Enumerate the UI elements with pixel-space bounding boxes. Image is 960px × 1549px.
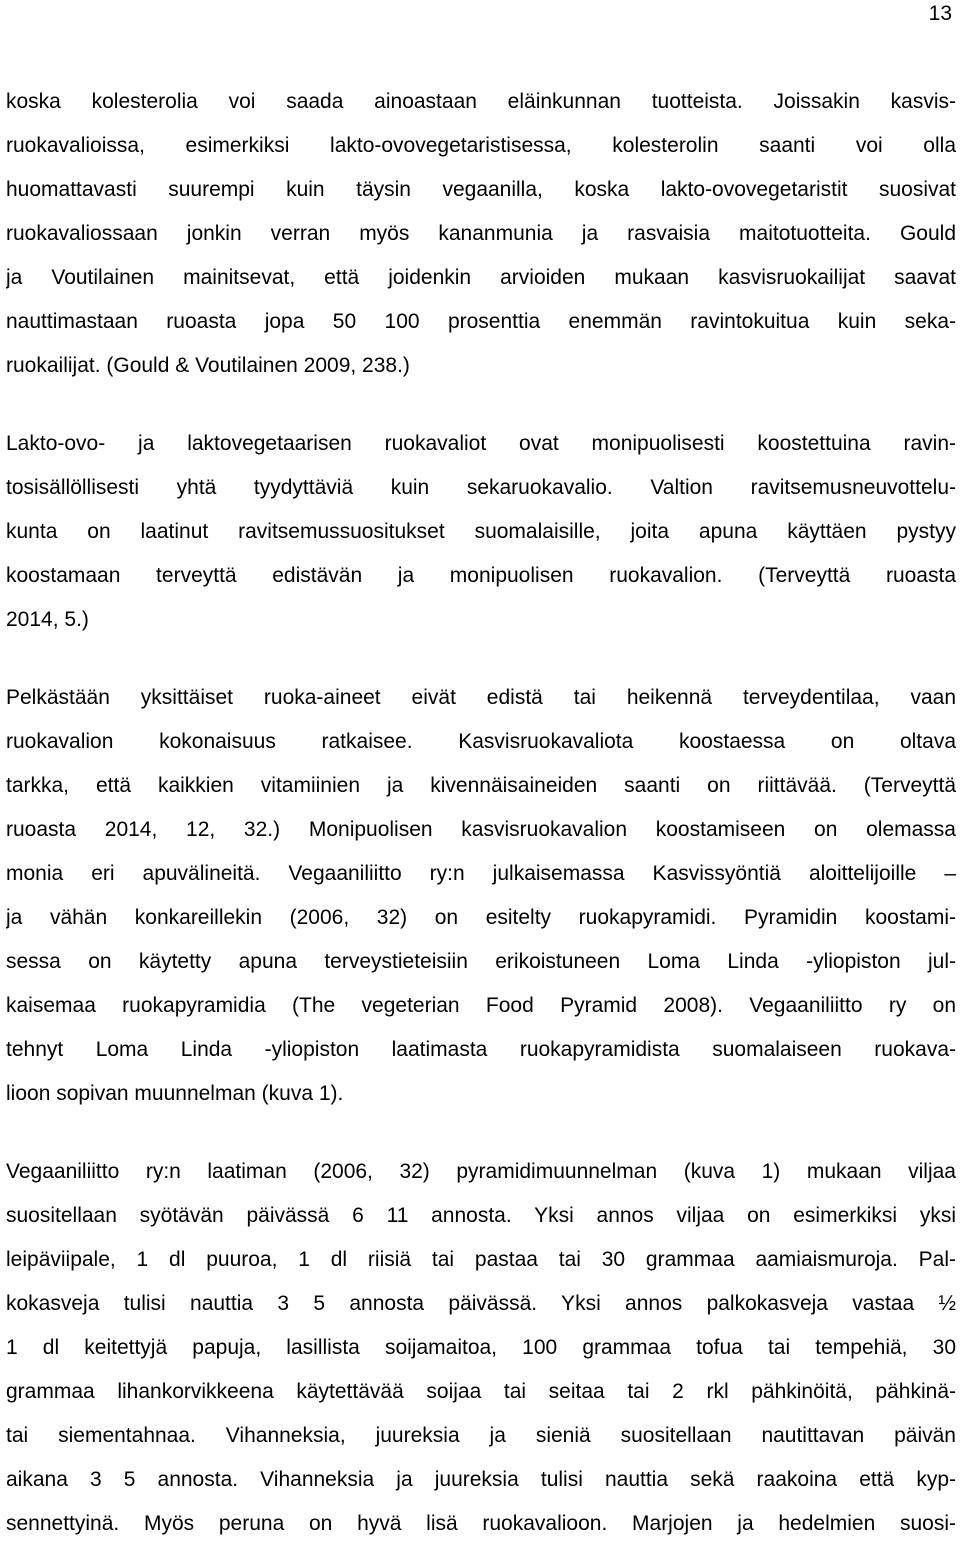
paragraph-4 [6,1150,956,1546]
text-line: Vegaaniliitto ry:n laatiman (2006, 32) pyramidimuunnelman (kuva 1) mukaan viljaa [6,1160,956,1183]
paragraph-gap [6,642,956,676]
document-body [6,80,956,1546]
text-line: ruokavalion kokonaisuus ratkaisee. Kasvisruokavaliota koostaessa on oltava [6,730,956,753]
text-line: sennettyinä. Myös peruna on hyvä lisä ruokavalioon. Marjojen ja hedelmien suosi- [6,1512,956,1535]
text-line: sessa on käytetty apuna terveystieteisiin erikoistuneen Loma Linda -yliopiston jul- [6,950,956,973]
page-number: 13 [928,2,952,25]
text-line: koska kolesterolia voi saada ainoastaan eläinkunnan tuotteista. Joissakin kasvis- [6,90,956,113]
text-line: ja vähän konkareillekin (2006, 32) on esitelty ruokapyramidi. Pyramidin koostami- [6,906,956,929]
text-line: grammaa lihankorvikkeena käytettävää soijaa tai seitaa tai 2 rkl pähkinöitä, pähkinä- [6,1380,956,1403]
text-line: monia eri apuvälineitä. Vegaaniliitto ry:n julkaisemassa Kasvissyöntiä aloittelijoille – [6,862,956,885]
text-line: koostamaan terveyttä edistävän ja monipuolisen ruokavalion. (Terveyttä ruoasta [6,564,956,587]
text-line: aikana 3 5 annosta. Vihanneksia ja juureksia tulisi nauttia sekä raakoina että kyp- [6,1468,956,1491]
paragraph-gap [6,1116,956,1150]
text-line: ruokavalioissa, esimerkiksi lakto-ovovegetaristisessa, kolesterolin saanti voi olla [6,134,956,157]
text-line: Lakto-ovo- ja laktovegetaarisen ruokavaliot ovat monipuolisesti koostettuina ravin- [6,432,956,455]
paragraph-3 [6,676,956,1116]
text-line: tarkka, että kaikkien vitamiinien ja kivennäisaineiden saanti on riittävää. (Terveyttä [6,774,956,797]
text-line: ruokailijat. (Gould & Voutilainen 2009, 238.) [6,354,410,377]
text-line: Pelkästään yksittäiset ruoka-aineet eivät edistä tai heikennä terveydentilaa, vaan [6,686,956,709]
text-line: ja Voutilainen mainitsevat, että joidenkin arvioiden mukaan kasvisruokailijat saavat [6,266,956,289]
text-line: tosisällöllisesti yhtä tyydyttäviä kuin sekaruokavalio. Valtion ravitsemusneuvottelu- [6,476,956,499]
text-line: 2014, 5.) [6,608,89,631]
text-line: ruokavaliossaan jonkin verran myös kananmunia ja rasvaisia maitotuotteita. Gould [6,222,956,245]
text-line: huomattavasti suurempi kuin täysin vegaanilla, koska lakto-ovovegetaristit suosivat [6,178,956,201]
paragraph-2 [6,422,956,642]
text-line: suositellaan syötävän päivässä 6 11 annosta. Yksi annos viljaa on esimerkiksi yksi [6,1204,956,1227]
text-line: nauttimastaan ruoasta jopa 50 100 prosenttia enemmän ravintokuitua kuin seka- [6,310,956,333]
text-line: tehnyt Loma Linda -yliopiston laatimasta ruokapyramidista suomalaiseen ruokava- [6,1038,956,1061]
text-line: kokasveja tulisi nauttia 3 5 annosta päivässä. Yksi annos palkokasveja vastaa ½ [6,1292,956,1315]
text-line: lioon sopivan muunnelman (kuva 1). [6,1082,344,1105]
text-line: ruoasta 2014, 12, 32.) Monipuolisen kasvisruokavalion koostamiseen on olemassa [6,818,956,841]
text-line: kaisemaa ruokapyramidia (The vegeterian Food Pyramid 2008). Vegaaniliitto ry on [6,994,956,1017]
text-line: leipäviipale, 1 dl puuroa, 1 dl riisiä tai pastaa tai 30 grammaa aamiaismuroja. Pal- [6,1248,956,1271]
text-line: 1 dl keitettyjä papuja, lasillista soijamaitoa, 100 grammaa tofua tai tempehiä, 30 [6,1336,956,1359]
paragraph-1 [6,80,956,388]
paragraph-gap [6,388,956,422]
text-line: kunta on laatinut ravitsemussuositukset suomalaisille, joita apuna käyttäen pystyy [6,520,956,543]
text-line: tai siementahnaa. Vihanneksia, juureksia ja sieniä suositellaan nautittavan päivän [6,1424,956,1447]
